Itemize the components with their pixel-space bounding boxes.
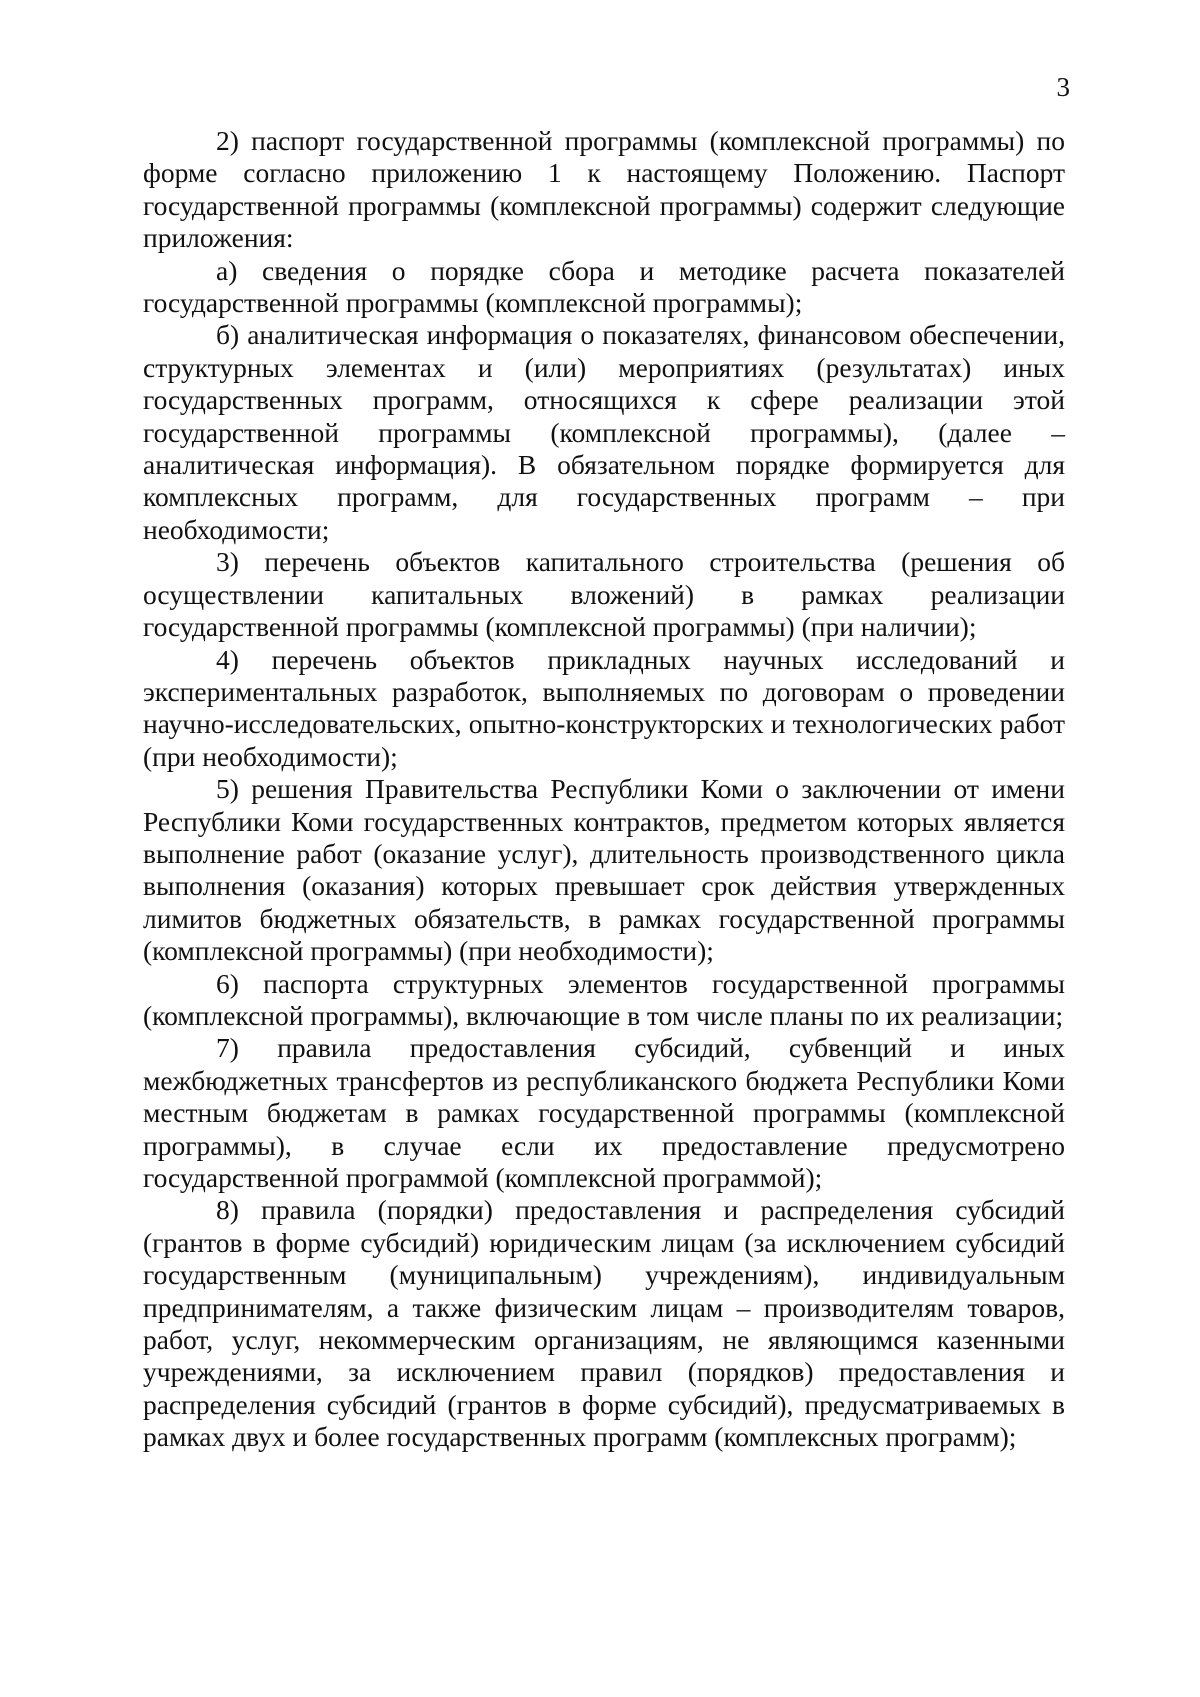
document-body — [143, 125, 1065, 1454]
paragraph-item-5: 5) решения Правительства Республики Коми о заключении от имени Республики Коми государственных контрактов, предметом которых является выполнение работ (оказание услуг), длительность производственного цикла выполнения (оказания) которых превышает срок действия утвержденных лимитов бюджетных обязательств, в рамках государственной программы (комплексной программы) (при необходимости); — [143, 773, 1065, 967]
paragraph-item-2: 2) паспорт государственной программы (комплексной программы) по форме согласно приложению 1 к настоящему Положению. Паспорт государственной программы (комплексной программы) содержит следующие приложения: — [143, 125, 1065, 254]
paragraph-item-7: 7) правила предоставления субсидий, субвенций и иных межбюджетных трансфертов из республиканского бюджета Республики Коми местным бюджетам в рамках государственной программы (комплексной программы), в случае если их предоставление предусмотрено государственной программой (комплексной программой); — [143, 1032, 1065, 1193]
paragraph-item-4: 4) перечень объектов прикладных научных исследований и экспериментальных разработок, выполняемых по договорам о проведении научно-исследовательских, опытно-конструкторских и технологических работ (при необходимости); — [143, 643, 1065, 772]
paragraph-subitem-a: а) сведения о порядке сбора и методике расчета показателей государственной программы (комплексной программы); — [143, 254, 1065, 319]
paragraph-subitem-b: б) аналитическая информация о показателях, финансовом обеспечении, структурных элементах и (или) мероприятиях (результатах) иных государственных программ, относящихся к сфере реализации этой государственной программы (комплексной программы), (далее – аналитическая информация). В обязательном порядке формируется для комплексных программ, для государственных программ – при необходимости; — [143, 319, 1065, 545]
paragraph-item-3: 3) перечень объектов капитального строительства (решения об осуществлении капитальных вложений) в рамках реализации государственной программы (комплексной программы) (при наличии); — [143, 546, 1065, 643]
page-number: 3 — [1056, 72, 1070, 102]
paragraph-item-6: 6) паспорта структурных элементов государственной программы (комплексной программы), включающие в том числе планы по их реализации; — [143, 967, 1065, 1031]
paragraph-item-8: 8) правила (порядки) предоставления и распределения субсидий (грантов в форме субсидий) юридическим лицам (за исключением субсидий государственным (муниципальным) учреждениям), индивидуальным предпринимателям, а также физическим лицам – производителям товаров, работ, услуг, некоммерческим организациям, не являющимся казенными учреждениями, за исключением правил (порядков) предоставления и распределения субсидий (грантов в форме субсидий), предусматриваемых в рамках двух и более государственных программ (комплексных программ); — [143, 1194, 1065, 1453]
